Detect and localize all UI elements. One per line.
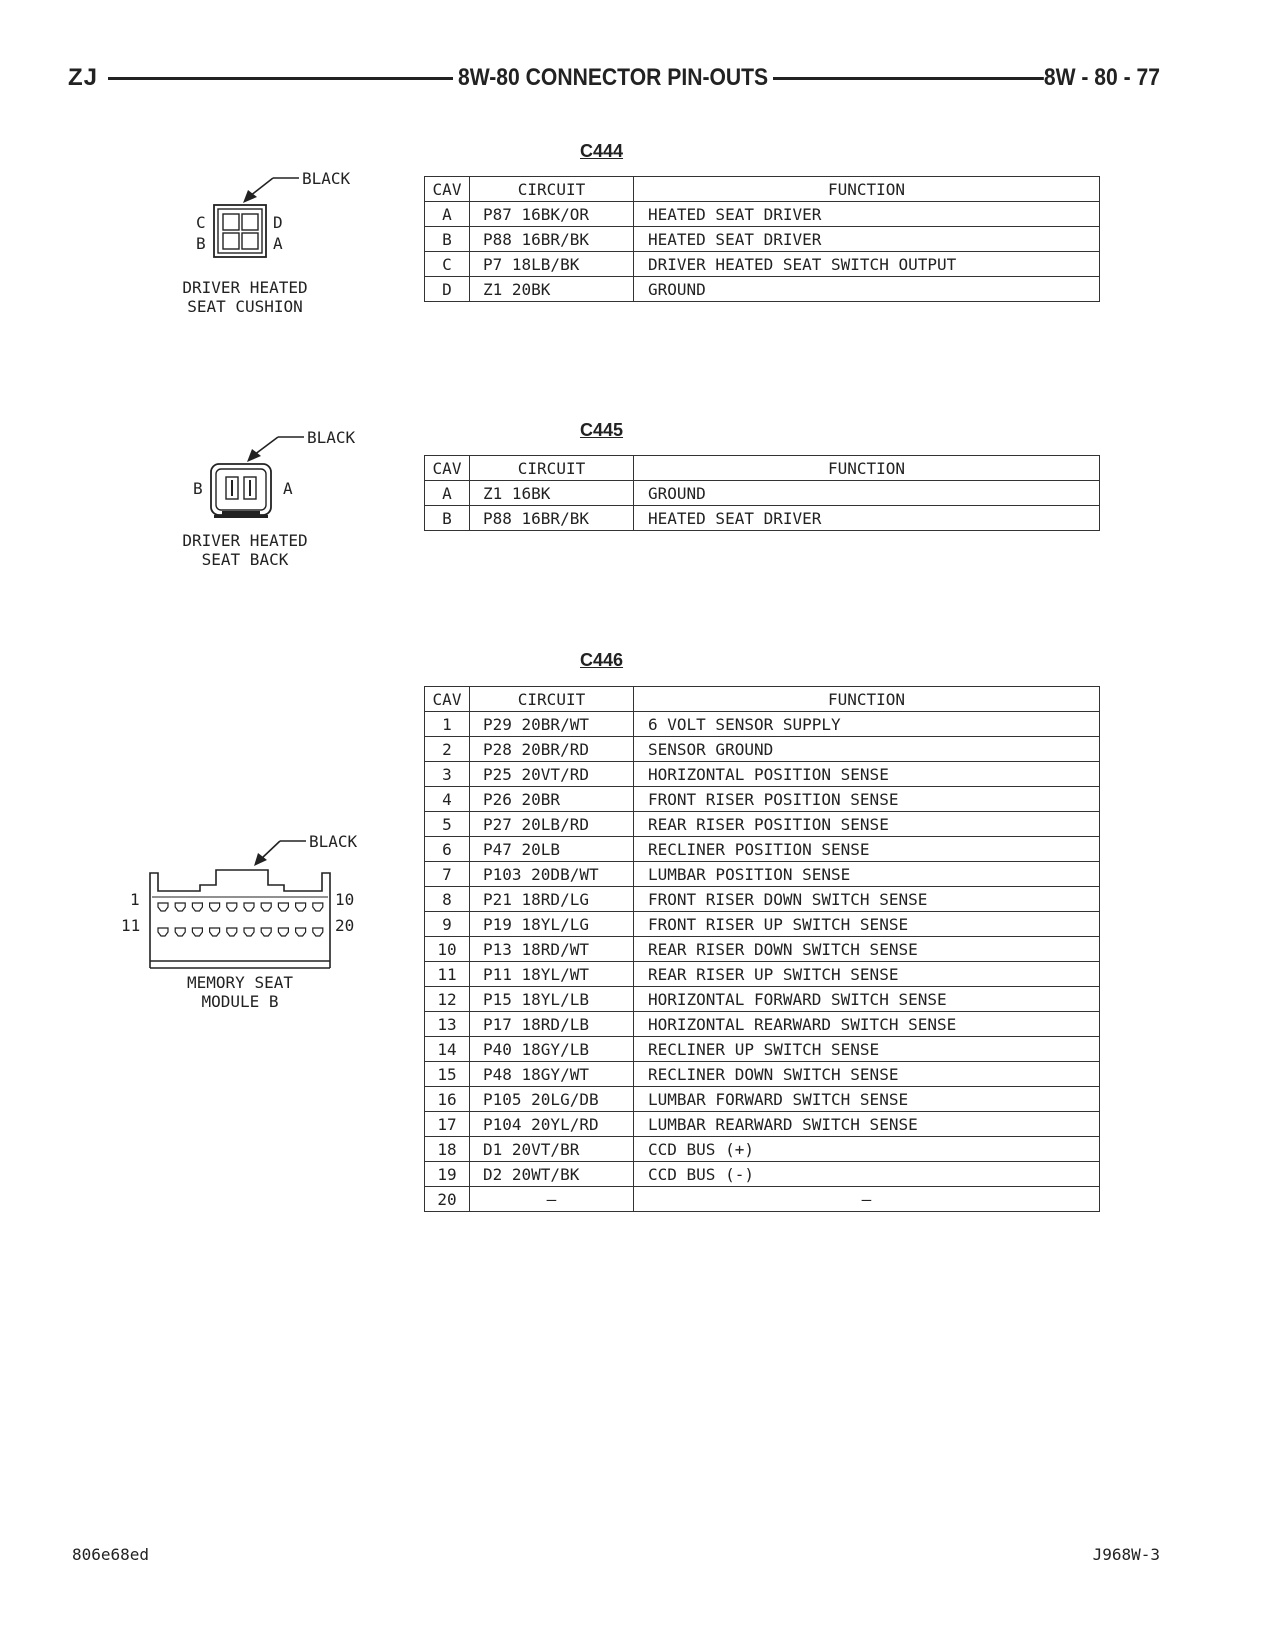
connector-color-label: BLACK — [302, 169, 351, 188]
circuit-cell: D1 20VT/BR — [470, 1137, 634, 1162]
pin-terminal — [244, 928, 254, 936]
footer-figure-id: J968W-3 — [1092, 1545, 1160, 1564]
pin-terminal — [227, 903, 237, 911]
function-cell: HORIZONTAL REARWARD SWITCH SENSE — [634, 1012, 1100, 1037]
table-row — [425, 962, 1100, 987]
table-row — [425, 1062, 1100, 1087]
cav-cell: 7 — [425, 862, 470, 887]
circuit-cell: P88 16BR/BK — [470, 506, 634, 531]
caption-line-2: SEAT BACK — [201, 550, 289, 569]
table-row — [425, 202, 1100, 227]
function-cell: DRIVER HEATED SEAT SWITCH OUTPUT — [634, 252, 1100, 277]
column-header-circuit: CIRCUIT — [470, 177, 634, 202]
pin-terminal — [175, 928, 185, 936]
table-row — [425, 837, 1100, 862]
connector-title-c446: C446 — [580, 650, 624, 670]
function-cell: REAR RISER UP SWITCH SENSE — [634, 962, 1100, 987]
cavity-label-c: C — [196, 213, 206, 232]
caption-line-1: MEMORY SEAT — [187, 973, 293, 992]
cavity-label-b: B — [196, 234, 206, 253]
cav-cell: 16 — [425, 1087, 470, 1112]
caption-line-2: MODULE B — [201, 992, 279, 1011]
vehicle-code: ZJ — [68, 60, 98, 96]
column-header-circuit: CIRCUIT — [470, 456, 634, 481]
function-cell: RECLINER UP SWITCH SENSE — [634, 1037, 1100, 1062]
table-row — [425, 887, 1100, 912]
pin-terminal — [261, 903, 271, 911]
table-header-row — [425, 456, 1100, 481]
table-row — [425, 937, 1100, 962]
circuit-cell: P27 20LB/RD — [470, 812, 634, 837]
circuit-cell: P104 20YL/RD — [470, 1112, 634, 1137]
pin-terminal — [227, 928, 237, 936]
connector-caption — [170, 278, 320, 316]
connector-diagram-c444 — [170, 165, 380, 325]
connector-diagram-c446 — [120, 825, 380, 1025]
function-cell: LUMBAR POSITION SENSE — [634, 862, 1100, 887]
cavity-label-b: B — [193, 479, 203, 498]
function-cell: CCD BUS (+) — [634, 1137, 1100, 1162]
cav-cell: 3 — [425, 762, 470, 787]
function-cell: HORIZONTAL FORWARD SWITCH SENSE — [634, 987, 1100, 1012]
cav-cell: 9 — [425, 912, 470, 937]
circuit-cell: P105 20LG/DB — [470, 1087, 634, 1112]
circuit-cell: P87 16BK/OR — [470, 202, 634, 227]
pin-terminal — [210, 928, 220, 936]
cavity-label-20: 20 — [335, 916, 355, 935]
caption-line-1: DRIVER HEATED — [182, 531, 308, 550]
header-rule-left — [108, 77, 453, 80]
table-row — [425, 787, 1100, 812]
cav-cell: 18 — [425, 1137, 470, 1162]
cavity-label-a: A — [273, 234, 283, 253]
cav-cell: 2 — [425, 737, 470, 762]
table-row — [425, 1087, 1100, 1112]
table-row — [425, 1162, 1100, 1187]
pin-terminal — [296, 903, 306, 911]
pin-terminal — [158, 928, 168, 936]
circuit-cell: P88 16BR/BK — [470, 227, 634, 252]
column-header-cav: CAV — [425, 177, 470, 202]
circuit-cell: – — [470, 1187, 634, 1212]
function-cell: REAR RISER POSITION SENSE — [634, 812, 1100, 837]
pin-table-c444 — [424, 176, 1100, 302]
table-header-row — [425, 177, 1100, 202]
cav-cell: C — [425, 252, 470, 277]
cavity-label-a: A — [283, 479, 293, 498]
table-row — [425, 987, 1100, 1012]
function-cell: RECLINER POSITION SENSE — [634, 837, 1100, 862]
function-cell: CCD BUS (-) — [634, 1162, 1100, 1187]
cavity-label-10: 10 — [335, 890, 355, 909]
circuit-cell: P28 20BR/RD — [470, 737, 634, 762]
column-header-function: FUNCTION — [634, 687, 1100, 712]
table-row — [425, 1187, 1100, 1212]
pin-terminal — [278, 903, 288, 911]
caption-line-1: DRIVER HEATED — [182, 278, 308, 297]
function-cell: 6 VOLT SENSOR SUPPLY — [634, 712, 1100, 737]
cav-cell: B — [425, 506, 470, 531]
connector-color-label: BLACK — [309, 832, 358, 851]
section-title: 8W-80 CONNECTOR PIN-OUTS — [458, 60, 768, 96]
page-header — [68, 60, 1160, 96]
connector-title-c444: C444 — [580, 141, 624, 161]
pin-terminal — [244, 903, 254, 911]
pin-terminal — [175, 903, 185, 911]
connector-title-c445: C445 — [580, 420, 624, 440]
circuit-cell: P26 20BR — [470, 787, 634, 812]
circuit-cell: P29 20BR/WT — [470, 712, 634, 737]
circuit-cell: P13 18RD/WT — [470, 937, 634, 962]
function-cell: FRONT RISER POSITION SENSE — [634, 787, 1100, 812]
cav-cell: 19 — [425, 1162, 470, 1187]
caption-line-2: SEAT CUSHION — [187, 297, 303, 316]
cav-cell: 12 — [425, 987, 470, 1012]
table-row — [425, 812, 1100, 837]
function-cell: LUMBAR REARWARD SWITCH SENSE — [634, 1112, 1100, 1137]
function-cell: GROUND — [634, 481, 1100, 506]
cav-cell: 10 — [425, 937, 470, 962]
table-row — [425, 277, 1100, 302]
cavity-label-11: 11 — [121, 916, 141, 935]
connector-color-label: BLACK — [307, 428, 356, 447]
cav-cell: 11 — [425, 962, 470, 987]
table-row — [425, 712, 1100, 737]
function-cell: HEATED SEAT DRIVER — [634, 506, 1100, 531]
pin-table-c445 — [424, 455, 1100, 531]
pin-terminal — [261, 928, 271, 936]
circuit-cell: P25 20VT/RD — [470, 762, 634, 787]
circuit-cell: P21 18RD/LG — [470, 887, 634, 912]
table-row — [425, 506, 1100, 531]
function-cell: FRONT RISER DOWN SWITCH SENSE — [634, 887, 1100, 912]
page-number: 8W - 80 - 77 — [1044, 60, 1160, 96]
table-row — [425, 1037, 1100, 1062]
cav-cell: 15 — [425, 1062, 470, 1087]
connector-diagram-c445 — [170, 420, 380, 570]
connector-caption — [160, 973, 320, 1011]
circuit-cell: P47 20LB — [470, 837, 634, 862]
circuit-cell: P7 18LB/BK — [470, 252, 634, 277]
cavity-label-1: 1 — [130, 890, 140, 909]
cav-cell: 14 — [425, 1037, 470, 1062]
function-cell: SENSOR GROUND — [634, 737, 1100, 762]
function-cell: REAR RISER DOWN SWITCH SENSE — [634, 937, 1100, 962]
table-row — [425, 862, 1100, 887]
pin-terminal — [210, 903, 220, 911]
circuit-cell: P15 18YL/LB — [470, 987, 634, 1012]
cav-cell: 8 — [425, 887, 470, 912]
function-cell: FRONT RISER UP SWITCH SENSE — [634, 912, 1100, 937]
circuit-cell: P40 18GY/LB — [470, 1037, 634, 1062]
function-cell: HEATED SEAT DRIVER — [634, 227, 1100, 252]
circuit-cell: P11 18YL/WT — [470, 962, 634, 987]
function-cell: RECLINER DOWN SWITCH SENSE — [634, 1062, 1100, 1087]
circuit-cell: P103 20DB/WT — [470, 862, 634, 887]
function-cell: LUMBAR FORWARD SWITCH SENSE — [634, 1087, 1100, 1112]
function-cell: – — [634, 1187, 1100, 1212]
cav-cell: 4 — [425, 787, 470, 812]
pin-terminal — [192, 928, 202, 936]
cav-cell: D — [425, 277, 470, 302]
pin-terminal — [278, 928, 288, 936]
column-header-circuit: CIRCUIT — [470, 687, 634, 712]
function-cell: HEATED SEAT DRIVER — [634, 202, 1100, 227]
column-header-function: FUNCTION — [634, 456, 1100, 481]
cav-cell: 20 — [425, 1187, 470, 1212]
table-row — [425, 1137, 1100, 1162]
cav-cell: 13 — [425, 1012, 470, 1037]
cav-cell: 6 — [425, 837, 470, 862]
connector-caption — [170, 531, 320, 569]
cavity-label-d: D — [273, 213, 283, 232]
pin-terminal — [158, 903, 168, 911]
table-row — [425, 737, 1100, 762]
cav-cell: 17 — [425, 1112, 470, 1137]
table-row — [425, 1112, 1100, 1137]
cav-cell: B — [425, 227, 470, 252]
circuit-cell: Z1 16BK — [470, 481, 634, 506]
column-header-function: FUNCTION — [634, 177, 1100, 202]
cav-cell: 5 — [425, 812, 470, 837]
pin-table-c446 — [424, 686, 1100, 1212]
cav-cell: A — [425, 481, 470, 506]
pin-terminal — [296, 928, 306, 936]
circuit-cell: Z1 20BK — [470, 277, 634, 302]
table-row — [425, 1012, 1100, 1037]
pin-terminal — [313, 928, 323, 936]
table-header-row — [425, 687, 1100, 712]
pin-terminal — [192, 903, 202, 911]
function-cell: HORIZONTAL POSITION SENSE — [634, 762, 1100, 787]
table-row — [425, 912, 1100, 937]
table-row — [425, 227, 1100, 252]
function-cell: GROUND — [634, 277, 1100, 302]
cav-cell: A — [425, 202, 470, 227]
circuit-cell: P48 18GY/WT — [470, 1062, 634, 1087]
table-row — [425, 481, 1100, 506]
pin-terminal — [313, 903, 323, 911]
column-header-cav: CAV — [425, 456, 470, 481]
circuit-cell: P19 18YL/LG — [470, 912, 634, 937]
table-row — [425, 252, 1100, 277]
column-header-cav: CAV — [425, 687, 470, 712]
footer-document-id: 806e68ed — [72, 1545, 150, 1564]
table-row — [425, 762, 1100, 787]
cav-cell: 1 — [425, 712, 470, 737]
circuit-cell: P17 18RD/LB — [470, 1012, 634, 1037]
circuit-cell: D2 20WT/BK — [470, 1162, 634, 1187]
